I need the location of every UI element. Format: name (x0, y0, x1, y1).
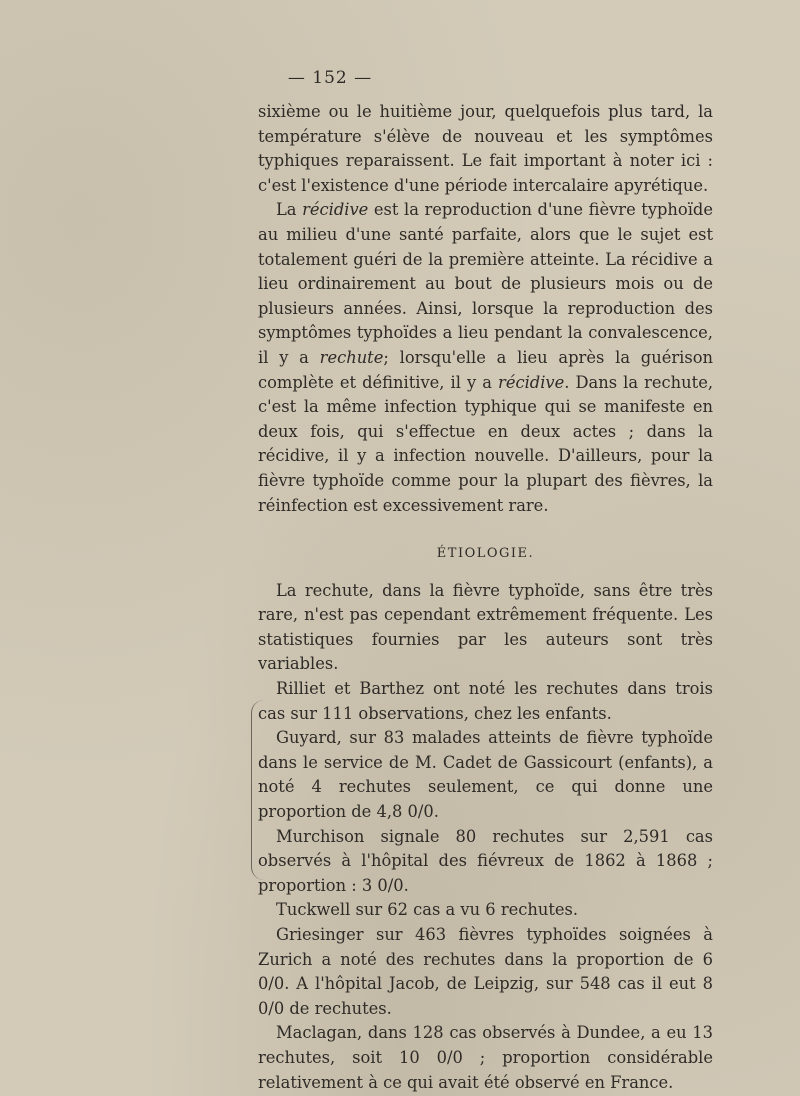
section-heading: ÉTIOLOGIE. (436, 546, 535, 562)
paragraph-recidive: La récidive est la reproduction d'une fièvre typhoïde au milieu d'une santé parfaite, alors que le sujet est totalement guéri de la première atteinte. La récidive a lieu ordinairement au bout de plusieurs mois ou de plusieurs années. Ainsi, lorsque la reproduction des symptômes typhoïdes a lieu pendant la convalescence, il y a rechute; lorsqu'elle a lieu après la guérison complète et définitive, il y a récidive. Dans la rechute, c'est la même infection typhique qui se manifeste en deux fois, qui s'effectue en deux actes ; dans la récidive, il y a infection nouvelle. D'ailleurs, pour la fièvre typhoïde comme pour la plupart des fièvres, la réinfection est excessivement rare. (258, 200, 714, 515)
paragraph: Guyard, sur 83 malades atteints de fièvre typhoïde dans le service de M. Cadet de Gassicourt (enfants), a noté 4 rechutes seulement, ce qui donne une proportion de 4,8 0/0. (258, 728, 713, 822)
margin-bracket-mark (251, 700, 264, 880)
page-number: — 152 — (287, 68, 373, 88)
paragraph: Griesinger sur 463 fièvres typhoïdes soignées à Zurich a noté des rechutes dans la proportion de 6 0/0. A l'hôpital Jacob, de Leipzig, sur 548 cas il eut 8 0/0 de rechutes. (258, 925, 713, 1018)
paragraph: La rechute, dans la fièvre typhoïde, sans être très rare, n'est pas cependant extrêmement fréquente. Les statistiques fournies par les auteurs sont très variables. (258, 580, 713, 674)
paragraph-intro: sixième ou le huitième jour, quelquefois plus tard, la température s'élève de nouveau et les symptômes typhiques reparaissent. Le fait important à noter ici : c'est l'existence d'une période intercalaire apyrétique. (258, 102, 713, 195)
paragraph: Rilliet et Barthez ont noté les rechutes dans trois cas sur 111 observations, chez les enfants. (258, 679, 713, 723)
paragraph: Maclagan, dans 128 cas observés à Dundee, a eu 13 rechutes, soit 10 0/0 ; proportion considérable relativement à ce qui avait été observé en France. (258, 1023, 713, 1092)
page-text (258, 100, 713, 1095)
paragraph: Murchison signale 80 rechutes sur 2,591 cas observés à l'hôpital des fiévreux de 1862 à 1868 ; proportion : 3 0/0. (258, 826, 713, 895)
paragraph: Tuckwell sur 62 cas a vu 6 rechutes. (276, 900, 579, 920)
